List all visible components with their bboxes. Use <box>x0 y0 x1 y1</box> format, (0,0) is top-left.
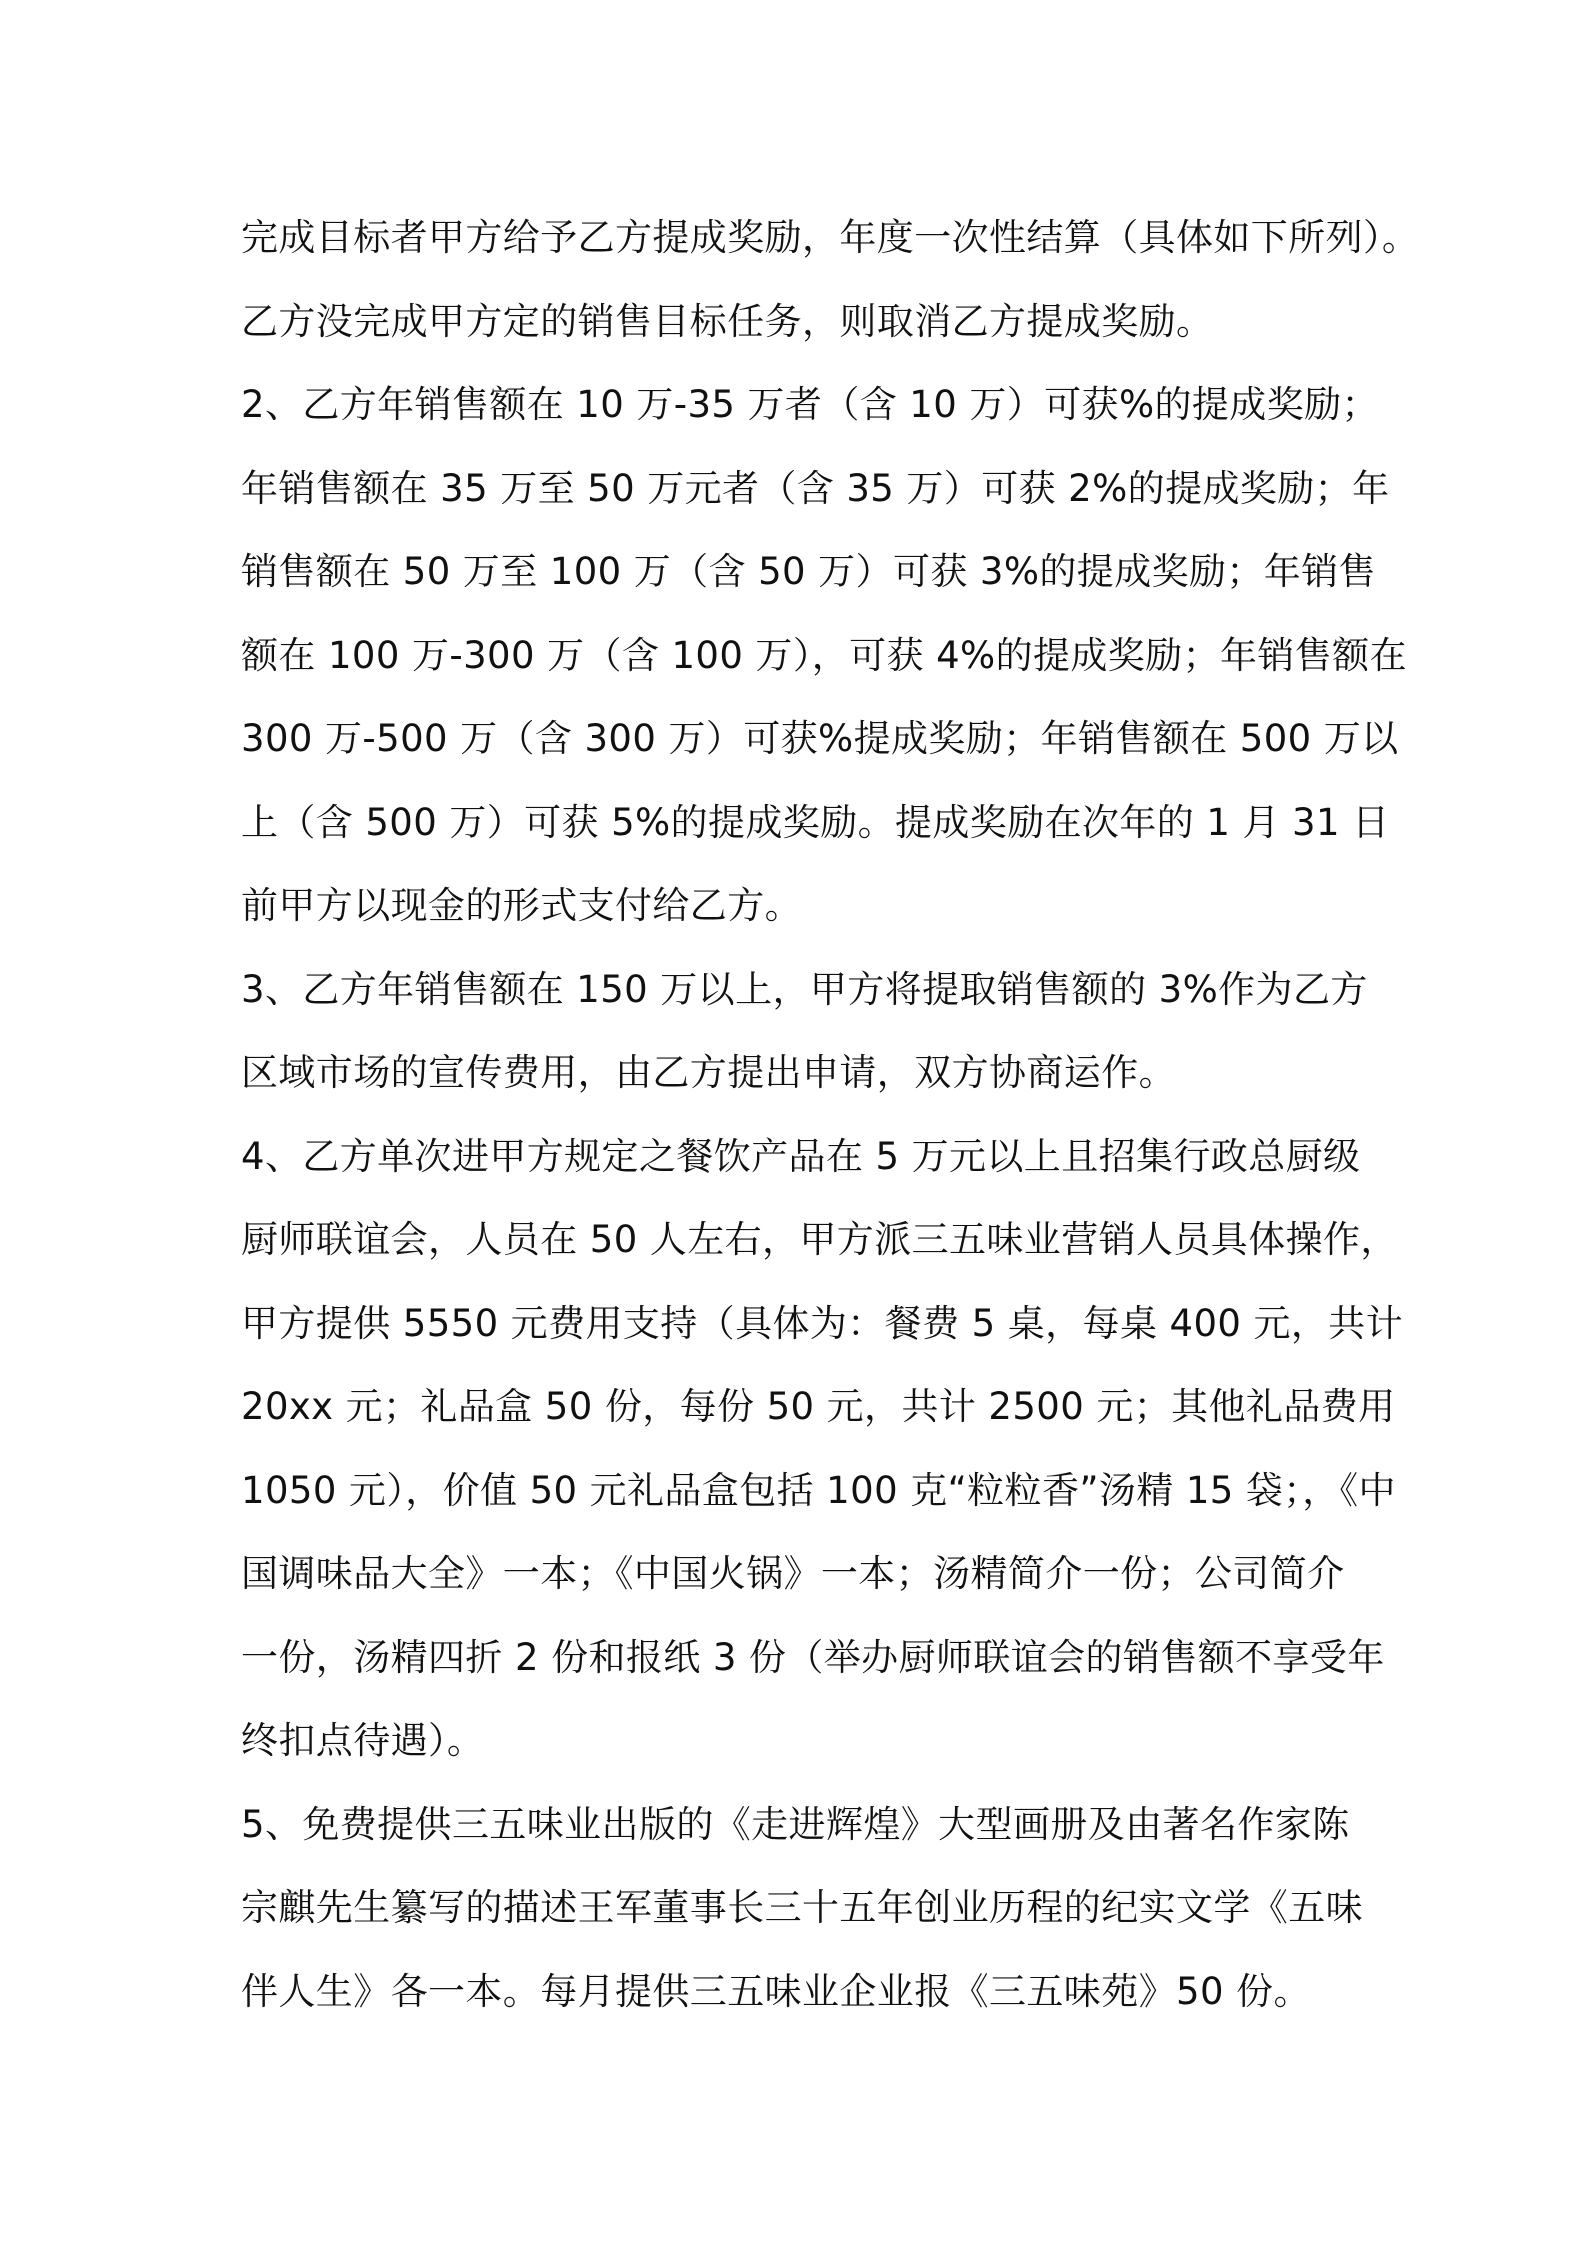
text-line: 国调味品大全》一本；《中国火锅》一本；汤精简介一份；公司简介 <box>241 1552 1345 1595</box>
text-line: 宗麒先生纂写的描述王军董事长三十五年创业历程的纪实文学《五味 <box>241 1886 1363 1929</box>
text-line: 4、乙方单次进甲方规定之餐饮产品在 5 万元以上且招集行政总厨级 <box>241 1134 1361 1178</box>
text-line: 完成目标者甲方给予乙方提成奖励，年度一次性结算（具体如下所列）。 <box>241 216 1420 259</box>
text-line: 额在 100 万-300 万（含 100 万），可获 4%的提成奖励；年销售额在 <box>241 633 1407 677</box>
text-line: 3、乙方年销售额在 150 万以上，甲方将提取销售额的 3%作为乙方 <box>241 967 1368 1011</box>
text-line: 上（含 500 万）可获 5%的提成奖励。提成奖励在次年的 1 月 31 日 <box>241 800 1390 844</box>
text-line: 厨师联谊会，人员在 50 人左右，甲方派三五味业营销人员具体操作， <box>241 1218 1398 1261</box>
text-line: 终扣点待遇）。 <box>241 1719 485 1762</box>
text-line: 伴人生》各一本。每月提供三五味业企业报《三五味苑》50 份。 <box>241 1969 1311 2013</box>
text-line: 20xx 元；礼品盒 50 份，每份 50 元，共计 2500 元；其他礼品费用 <box>241 1385 1396 1428</box>
text-line: 区域市场的宣传费用，由乙方提出申请，双方协商运作。 <box>241 1051 1176 1094</box>
text-line: 销售额在 50 万至 100 万（含 50 万）可获 3%的提成奖励；年销售 <box>241 550 1377 593</box>
text-line: 5、免费提供三五味业出版的《走进辉煌》大型画册及由著名作家陈 <box>241 1802 1350 1846</box>
document-body <box>241 196 1420 2033</box>
text-line: 一份，汤精四折 2 份和报纸 3 份（举办厨师联谊会的销售额不享受年 <box>241 1635 1385 1679</box>
text-line: 300 万-500 万（含 300 万）可获%提成奖励；年销售额在 500 万以 <box>241 717 1399 760</box>
text-line: 年销售额在 35 万至 50 万元者（含 35 万）可获 2%的提成奖励；年 <box>241 466 1390 510</box>
text-line: 乙方没完成甲方定的销售目标任务，则取消乙方提成奖励。 <box>241 299 1214 343</box>
text-line: 1050 元），价值 50 元礼品盒包括 100 克“粒粒香”汤精 15 袋；，《中 <box>241 1468 1396 1512</box>
text-line: 2、乙方年销售额在 10 万-35 万者（含 10 万）可获%的提成奖励； <box>241 383 1379 426</box>
text-line: 甲方提供 5550 元费用支持（具体为：餐费 5 桌，每桌 400 元，共计 <box>241 1301 1404 1345</box>
text-line: 前甲方以现金的形式支付给乙方。 <box>241 884 802 927</box>
